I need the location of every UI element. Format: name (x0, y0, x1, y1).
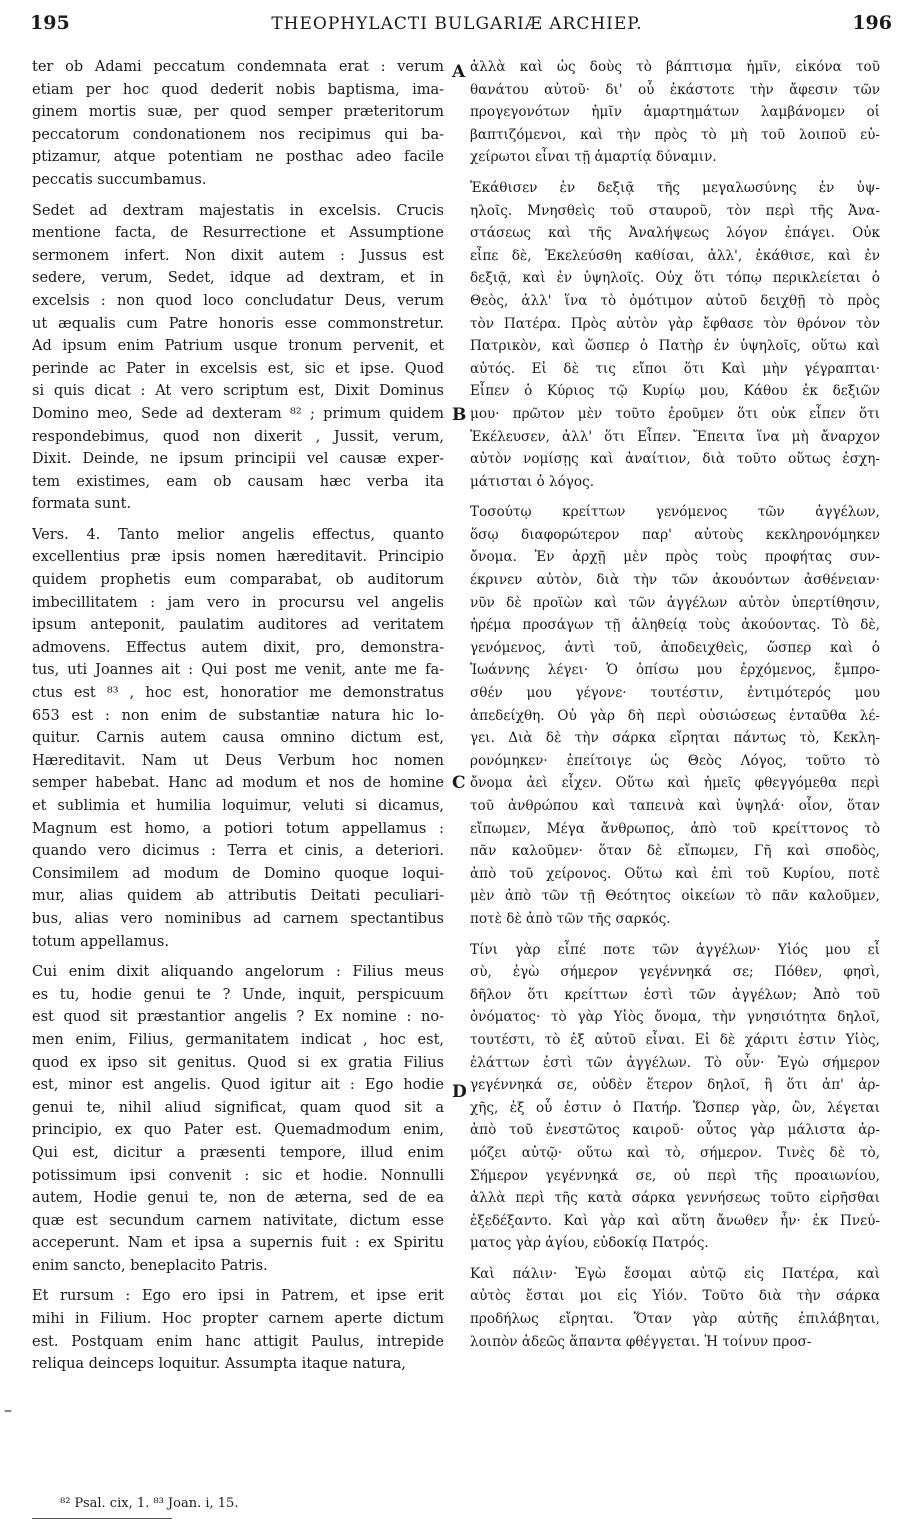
greek-text-line: λοιπὸν ἀδεῶς ἅπαντα φθέγγεται. Ἡ τοίνυν προσ- (470, 1333, 812, 1350)
paragraph-gap (470, 169, 880, 177)
greek-text-line: αὐτὸς ἔσται μοι εἰς Υἱόν. Τοῦτο διὰ τὴν σάρκα (470, 1288, 880, 1305)
greek-text-line: αὐτὸν νομίσῃς καὶ ἀναίτιον, διὰ τοῦτο οὕτως ἐσχη- (470, 451, 880, 468)
greek-text-line: εἴπωμεν, Μέγα ἄνθρωπος, ἀπὸ τοῦ κρείττονος τὸ (470, 820, 880, 837)
latin-text-line: quitur. Carnis autem causa omnino dictum est, (32, 730, 444, 747)
latin-text-line: ipsum anteponit, paulatim auditores ad veritatem (32, 617, 444, 634)
page-number-right: 196 (852, 12, 892, 34)
greek-text-line: μου· πρῶτον μὲν τοῦτο ἐροῦμεν ὅτι οὐκ εἶπεν ὅτι (470, 405, 880, 422)
latin-text-line: est quod sit præstantior angelis ? Ex nomine : no- (32, 1009, 444, 1026)
latin-text-line: Vers. 4. Tanto melior angelis effectus, quanto (32, 526, 444, 543)
greek-text-line: Εἶπεν ὁ Κύριος τῷ Κυρίῳ μου, Κάθου ἐκ δεξιῶν (470, 383, 880, 400)
latin-text-line: sedere, verum, Sedet, idque ad dextram, et in (32, 270, 444, 287)
latin-text-line: peccatorum condonationem nos recipimus qui ba- (32, 126, 444, 143)
latin-text-line: Domino meo, Sede ad dexteram ⁸² ; primum quidem (32, 405, 444, 422)
latin-text-line: quando vero dicimus : Terra et cinis, a deteriori. (32, 843, 444, 860)
paragraph-gap (470, 1255, 880, 1263)
greek-text-line: ηλοῖς. Μνησθεὶς τοῦ σταυροῦ, τὸν περὶ τῆς Ἀνα- (470, 202, 880, 219)
latin-text-line: Cui enim dixit aliquando angelorum : Filius meus (32, 964, 444, 981)
greek-text-line: Ἐκέλευσεν, ἀλλ' ὅτι Εἶπεν. Ἔπειτα ἵνα μὴ ἄναρχον (470, 428, 880, 445)
greek-text-line: γεγέννηκά σε, οὐδὲν ἕτερον δηλοῖ, ἢ ὅτι ἀπ' ἀρ- (470, 1077, 880, 1094)
greek-text-line: βαπτιζόμενοι, καὶ τὴν πρὸς τὸ μὴ τοῦ λοιποῦ εὐ- (470, 126, 880, 143)
page-number-left: 195 (30, 12, 70, 34)
greek-text-line: σὺ, ἐγὼ σήμερον γεγέννηκά σε; Πόθεν, φησὶ, (470, 964, 880, 981)
paragraph-gap (470, 931, 880, 939)
latin-text-line: Sedet ad dextram majestatis in excelsis. Crucis (32, 202, 444, 219)
latin-text-line: autem, Hodie genui te, non de æterna, sed de ea (32, 1190, 444, 1207)
latin-text-line: mihi in Filium. Hoc propter carnem aperte dictum (32, 1311, 444, 1328)
margin-letter-a: A (452, 62, 466, 82)
greek-text-line: ἀπεδείχθη. Οὐ γὰρ δὴ περὶ οὐσιώσεως ἐνταῦθα λέ- (470, 707, 880, 724)
greek-text-line: τουτέστι, τὸ ἐξ αὐτοῦ εἶναι. Εἰ δὲ χάριτι ἐστιν Υἱὸς, (470, 1031, 880, 1048)
greek-text-line: ἀπὸ τοῦ χείρονος. Οὕτω καὶ ἐπὶ τοῦ Κυρίου, ποτὲ (470, 865, 880, 882)
latin-text-line: 653 est : non enim de substantiæ natura hic lo- (32, 707, 444, 724)
latin-text-line: ut æqualis cum Patre honoris esse commonstretur. (32, 315, 444, 332)
latin-text-line: excellentius præ ipsis nomen hæreditavit. Principio (32, 549, 444, 566)
running-title: THEOPHYLACTI BULGARIÆ ARCHIEP. (271, 14, 643, 34)
greek-text-line: εἶπε δὲ, Ἐκελεύσθη καθίσαι, ἀλλ', ἐκάθισε, καὶ ἐν (470, 247, 880, 264)
greek-text-line: προγεγονότων ἡμῖν ἁμαρτημάτων λαμβάνομεν οἱ (470, 104, 880, 121)
greek-text-line: γει. Διὰ δὲ τὴν σάρκα εἴρηται πάντως τὸ, Κεκλη- (470, 730, 880, 747)
latin-text-line: quæ est secundum carnem nativitate, dictum esse (32, 1212, 444, 1229)
greek-text-line: Θεὸς, ἀλλ' ἵνα τὸ ὁμότιμον αὐτοῦ δειχθῇ τὸ πρὸς (470, 292, 880, 309)
greek-text-line: ὄνομα ἀεὶ εἶχεν. Οὕτω καὶ ἡμεῖς φθεγγόμεθα περὶ (470, 775, 880, 792)
latin-text-line: tus, uti Joannes ait : Qui post me venit, ante me fa- (32, 662, 444, 679)
latin-text-line: es tu, hodie genui te ? Unde, inquit, perspicuum (32, 986, 444, 1003)
latin-column (32, 56, 444, 1376)
paragraph-gap (470, 493, 880, 501)
greek-text-line: χείρωτοι εἶναι τῇ ἁμαρτίᾳ δύναμιν. (470, 149, 717, 166)
latin-text-line: est, minor est angelis. Quod igitur ait : Ego hodie (32, 1077, 444, 1094)
latin-text-line: Consimilem ad modum de Domino quoque loqui- (32, 865, 444, 882)
latin-text-line: respondebimus, quod non dixerit , Jussit, verum, (32, 428, 444, 445)
latin-text-line: bus, alias vero nominibus ad carnem spectantibus (32, 910, 444, 927)
margin-letter-c: C (452, 773, 466, 793)
latin-text-line: peccatis succumbamus. (32, 171, 207, 188)
latin-text-line: est. Postquam enim hanc attigit Paulus, intrepide (32, 1333, 444, 1350)
paragraph-gap (32, 1277, 444, 1285)
greek-text-line: ἀπὸ τοῦ ἐνεστῶτος καιροῦ· οὗτος γὰρ μάλιστα ἁρ- (470, 1122, 880, 1139)
greek-text-line: ὄνομα. Ἐν ἀρχῇ μὲν πρὸς τοὺς προφήτας συν- (470, 549, 880, 566)
latin-text-line: men enim, Filius, germanitatem indicat , hoc est, (32, 1031, 444, 1048)
greek-text-line: ἀλλὰ καὶ ὡς δοὺς τὸ βάπτισμα ἡμῖν, εἰκόνα τοῦ (470, 59, 880, 75)
latin-text-line: imbecillitatem : jam vero in procursu vel angelis (32, 594, 444, 611)
latin-text-line: genui te, nihil aliud significat, quam quod sit a (32, 1099, 444, 1116)
greek-text-line: Ἐκάθισεν ἐν δεξιᾷ τῆς μεγαλωσύνης ἐν ὑψ- (470, 179, 880, 196)
greek-text-line: ὅσῳ διαφορώτερον παρ' αὐτοὺς κεκληρονόμηκεν (470, 526, 880, 543)
greek-text-line: ἠρέμα προσάγων τῇ ἀληθείᾳ τοὺς ἀκούοντας. Τὸ δὲ, (470, 617, 880, 634)
greek-text-line: νῦν δὲ προϊὼν καὶ τῶν ἀγγέλων αὐτὸν ὑπερτίθησιν, (470, 594, 880, 611)
greek-text-line: δεξιᾷ, καὶ ἐν ὑψηλοῖς. Οὐχ ὅτι τόπῳ περικλείεται ὁ (470, 270, 880, 287)
greek-text-line: στάσεως καὶ τῆς Ἀναλήψεως λόγον ἐπάγει. Οὐκ (470, 225, 880, 242)
latin-text-line: sermonem infert. Non dixit autem : Jussus est (32, 247, 444, 264)
latin-text-line: perinde ac Pater in excelsis est, sic et ipse. Quod (32, 360, 444, 377)
greek-text-line: Καὶ πάλιν· Ἐγὼ ἔσομαι αὐτῷ εἰς Πατέρα, καὶ (470, 1265, 880, 1282)
greek-text-line: έκρινεν αὐτὸν, διὰ τὴν τῶν ἀκουόντων ἀσθένειαν· (470, 572, 880, 589)
latin-text-line: principio, ex quo Pater est. Quemadmodum enim, (32, 1122, 444, 1139)
greek-text-line: ἀλλὰ περὶ τῆς κατὰ σάρκα γεννήσεως τοῦτο εἰρῆσθαι (470, 1190, 880, 1207)
greek-text-line: ἐλάττων ἐστὶ τῶν ἀγγέλων. Τὸ οὖν· Ἐγὼ σήμερον (470, 1054, 880, 1071)
paragraph-gap (32, 192, 444, 200)
greek-text-line: Ἰωάννης λέγει· Ὁ ὀπίσω μου ἐρχόμενος, ἔμπρο- (470, 662, 880, 679)
greek-text-line: Σήμερον γεγέννηκά σε, οὐ περὶ τῆς προαιωνίου, (470, 1167, 880, 1184)
greek-text-line: δῆλον ὅτι κρείττων ἐστὶ τῶν ἀγγέλων; Ἀπὸ τοῦ (470, 986, 880, 1003)
latin-text-line: admovens. Effectus autem dixit, pro, demonstra- (32, 639, 444, 656)
greek-text-line: αὐτός. Εἰ δὲ τις εἴποι ὅτι Καὶ μὴν γέγραπται· (470, 360, 880, 377)
latin-text-line: etiam per hoc quod dederit nobis baptisma, ima- (32, 81, 444, 98)
latin-text-line: si quis dicat : At vero scriptum est, Dixit Dominus (32, 383, 444, 400)
latin-text-line: Dixit. Deinde, ne ipsum principii vel causæ exper- (32, 451, 444, 468)
latin-text-line: ginem mortis suæ, per quod semper præteritorum (32, 104, 444, 121)
running-header (22, 12, 892, 40)
greek-text-line: ἐξεδέξαντο. Καὶ γὰρ καὶ αὕτη ἄνωθεν ἦν· ἐκ Πνεύ- (470, 1212, 880, 1229)
greek-text-line: μὲν ἀπὸ τῶν τῇ Θεότητος οἰκείων τὸ πᾶν καλοῦμεν, (470, 888, 880, 905)
latin-text-line: enim sancto, beneplacito Patris. (32, 1257, 268, 1274)
greek-text-line: γενόμενος, ἀντὶ τοῦ, ἀποδειχθεὶς, ὥσπερ καὶ ὁ (470, 639, 880, 656)
latin-text-line: Hæreditavit. Nam ut Deus Verbum hoc nomen (32, 752, 444, 769)
margin-dash: – (4, 1400, 12, 1419)
greek-text-line: ματος γὰρ ἁγίου, εὐδοκίᾳ Πατρός. (470, 1235, 709, 1252)
latin-text-line: totum appellamus. (32, 933, 169, 950)
greek-text-line: σθέν μου γέγονε· τουτέστιν, ἐντιμότερός μου (470, 685, 880, 702)
greek-text-line: ὀνόματος· τὸ γὰρ Υἱὸς ὄνομα, τὴν γνησιότητα δηλοῖ, (470, 1009, 880, 1026)
latin-text-line: semper habebat. Hanc ad modum et nos de homine (32, 775, 444, 792)
footnote-rule (32, 1518, 172, 1519)
latin-text-line: acceperunt. Nam et ipsa a supernis fuit : ex Spiritu (32, 1235, 444, 1252)
greek-text-line: Πατρικὸν, καὶ ὥσπερ ὁ Πατὴρ ἐν ὑψηλοῖς, οὕτω καὶ (470, 338, 880, 355)
latin-text-line: potissimum ipsi convenit : sic et hodie. Nonnulli (32, 1167, 444, 1184)
latin-text-line: reliqua deinceps loquitur. Assumpta itaque natura, (32, 1356, 406, 1373)
latin-text-line: ctus est ⁸³ , hoc est, honoratior me demonstratus (32, 685, 444, 702)
latin-text-line: quidem prophetis eum comparabat, ob auditorum (32, 572, 444, 589)
margin-letter-b: B (452, 405, 467, 425)
latin-text-line: et sublimia et humilia loquimur, veluti si dicamus, (32, 798, 444, 814)
greek-text-line: Τίνι γὰρ εἶπέ ποτε τῶν ἀγγέλων· Υἱός μου εἶ (470, 941, 880, 958)
greek-column (470, 56, 880, 1353)
latin-text-line: Ad ipsum enim Patrium usque tronum pervenit, et (32, 338, 444, 355)
greek-text-line: χῆς, ἐξ οὗ ἐστιν ὁ Πατήρ. Ὥσπερ γὰρ, ὢν, λέγεται (470, 1099, 880, 1116)
latin-text-line: Qui est, dicitur a præsenti tempore, illud enim (32, 1144, 444, 1161)
latin-text-line: quod ex ipso sit genitus. Quod si ex gratia Filius (32, 1054, 444, 1071)
latin-text-line: ptizamur, atque potentiam ne posthac adeo facile (32, 149, 444, 166)
greek-text-line: μάτισται ὁ λόγος. (470, 473, 595, 490)
latin-text-line: formata sunt. (32, 496, 132, 513)
latin-text-line: Et rursum : Ego ero ipsi in Patrem, et ipse erit (32, 1288, 444, 1305)
latin-text-line: mentione facta, de Resurrectione et Assumptione (32, 225, 444, 242)
paragraph-gap (32, 516, 444, 524)
latin-text-line: Magnum est homo, a potiori totum appellamus : (32, 820, 444, 837)
margin-letter-d: D (452, 1082, 467, 1102)
greek-text-line: θανάτου αὐτοῦ· δι' οὗ ἑκάστοτε τὴν ἄφεσιν τῶν (470, 81, 880, 98)
greek-text-line: προδήλως εἴρηται. Ὅταν γὰρ αὐτῆς ἐπιλάβηται, (470, 1311, 880, 1328)
greek-text-line: ρονόμηκεν· ἐπείτοιγε ὡς Θεὸς Λόγος, τοῦτο τὸ (470, 752, 880, 769)
greek-text-line: πᾶν καλοῦμεν· ὅταν δὲ εἴπωμεν, Γῆ καὶ σποδὸς, (470, 843, 880, 860)
latin-text-line: mur, alias quidem ab attributis Deitati peculiari- (32, 888, 444, 905)
latin-text-line: tem existimes, eam ob causam hæc verba ita (32, 473, 444, 490)
greek-text-line: μόζει αὐτῷ· οὕτω καὶ τὸ, σήμερον. Τινὲς δὲ τὸ, (470, 1144, 880, 1161)
greek-text-line: ποτὲ δὲ ἀπὸ τῶν τῆς σαρκός. (470, 910, 671, 927)
paragraph-gap (32, 953, 444, 961)
greek-text-line: Τοσούτῳ κρείττων γενόμενος τῶν ἀγγέλων, (470, 504, 880, 521)
latin-text-line: excelsis : non quod loco concludatur Deus, verum (32, 292, 444, 309)
footnotes: ⁸² Psal. cix, 1. ⁸³ Joan. i, 15. (60, 1496, 239, 1511)
latin-text-line: ter ob Adami peccatum condemnata erat : verum (32, 59, 444, 75)
greek-text-line: τοῦ ἀνθρώπου καὶ ταπεινὰ καὶ ὑψηλά· οἷον, ὅταν (470, 798, 880, 814)
greek-text-line: τὸν Πατέρα. Πρὸς αὐτὸν γὰρ ἔφθασε τὸν θρόνον τὸν (470, 315, 880, 332)
